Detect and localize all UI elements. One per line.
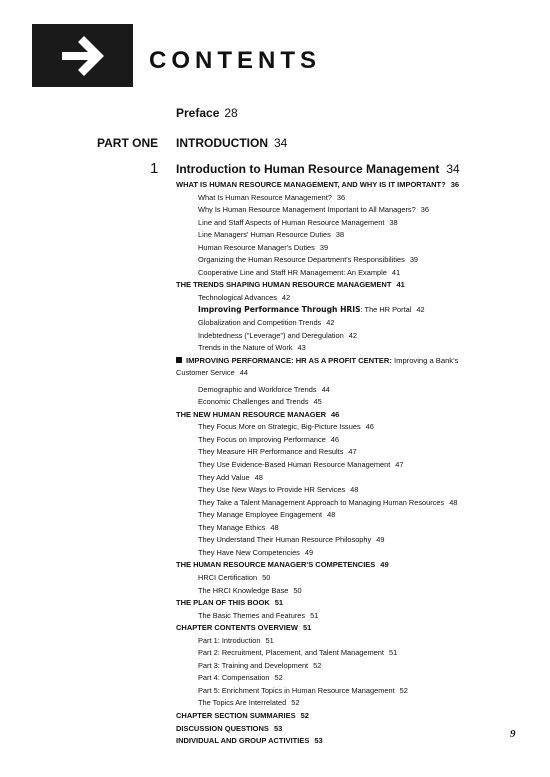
entry-text: DISCUSSION QUESTIONS	[176, 723, 269, 733]
entry-text: They Manage Employee Engagement	[198, 510, 323, 520]
entry-text: Organizing the Human Resource Department's Responsibilities	[198, 255, 405, 265]
toc-subsection	[0, 497, 550, 510]
page-number: 46	[331, 409, 340, 419]
page-number: 51	[302, 623, 312, 633]
page-number: 50	[293, 585, 302, 595]
toc-list	[0, 179, 550, 748]
entry-text: They Understand Their Human Resource Philosophy	[198, 535, 372, 545]
page-number: 41	[396, 280, 405, 290]
toc-feature-continued	[0, 367, 550, 380]
page-number: 52	[291, 698, 300, 708]
page-number: 48	[350, 485, 359, 495]
toc-subsection	[0, 396, 550, 409]
entry-text: Part 4: Compensation	[198, 673, 270, 683]
square-bullet-icon	[176, 357, 182, 363]
page-number: 36	[420, 205, 429, 215]
toc-subsection	[0, 342, 550, 355]
page-number: 46	[330, 434, 339, 444]
toc-section	[0, 279, 550, 292]
page-number: 44	[239, 368, 248, 378]
entry-text: They Focus More on Strategic, Big-Picture Issues	[198, 422, 361, 432]
page-number: 52	[399, 685, 408, 695]
entry-text: They Have New Competencies	[198, 547, 300, 557]
page-number: 52	[300, 710, 309, 720]
page-number: 47	[348, 447, 357, 457]
page-number: 34	[274, 136, 288, 150]
entry-text: Cooperative Line and Staff HR Management: An Example	[198, 267, 387, 277]
page-number: 42	[348, 330, 358, 340]
page-number: 53	[273, 723, 283, 733]
page-number: 47	[395, 460, 404, 470]
part-label: PART ONE	[97, 136, 159, 150]
page-number: 34	[446, 162, 460, 176]
entry-text: : The HR Portal	[360, 305, 412, 315]
chapter-number: 1	[150, 160, 159, 177]
entry-text: Economic Challenges and Trends	[198, 397, 309, 407]
toc-section	[0, 622, 550, 635]
arrow-right-icon	[60, 36, 106, 76]
preface-entry	[176, 106, 238, 120]
toc-subsection	[0, 229, 550, 242]
page-title: CONTENTS	[149, 47, 321, 74]
page-number: 49	[380, 560, 389, 570]
entry-text: Trends in the Nature of Work	[198, 343, 293, 353]
entry-text: Demographic and Workforce Trends	[198, 384, 317, 394]
page-number: 46	[365, 422, 374, 432]
part-title-text: INTRODUCTION	[176, 136, 268, 150]
entry-text: Why Is Human Resource Management Important to All Managers?	[198, 205, 416, 215]
entry-text: They Use New Ways to Provide HR Services	[198, 485, 346, 495]
page-number: 36	[336, 192, 346, 202]
entry-text: They Add Value	[198, 472, 250, 482]
entry-text: INDIVIDUAL AND GROUP ACTIVITIES	[176, 736, 310, 746]
page-number: 50	[262, 572, 271, 582]
page-number: 44	[321, 384, 330, 394]
page-number: 48	[270, 522, 279, 532]
entry-text: IMPROVING PERFORMANCE: HR AS A PROFIT CENTER:	[186, 355, 392, 365]
page-number: 51	[310, 610, 319, 620]
toc-subsection	[0, 459, 550, 472]
page-number: 38	[335, 230, 345, 240]
toc-feature	[0, 355, 550, 368]
hris-feature-label: Improving Performance Through HRIS	[198, 305, 361, 315]
toc-subsection	[0, 660, 550, 673]
entry-text: The Topics Are Interrelated	[198, 698, 287, 708]
toc-subsection	[0, 217, 550, 230]
toc-subsection	[0, 472, 550, 485]
page-number: 39	[409, 255, 419, 265]
entry-text: Indebtedness ("Leverage") and Deregulation	[198, 330, 344, 340]
toc-subsection	[0, 267, 550, 280]
part-title	[176, 136, 287, 150]
page-number: 48	[254, 472, 263, 482]
page-number: 39	[319, 242, 329, 252]
toc-section	[0, 735, 550, 748]
chapter-title	[176, 162, 460, 176]
toc-subsection	[0, 572, 550, 585]
entry-text: Technological Advances	[198, 292, 277, 302]
toc-section	[0, 559, 550, 572]
toc-section	[0, 409, 550, 422]
page-number: 42	[326, 318, 335, 328]
entry-text: THE NEW HUMAN RESOURCE MANAGER	[176, 409, 326, 419]
entry-text: HRCI Certification	[198, 572, 258, 582]
toc-subsection	[0, 484, 550, 497]
toc-subsection	[0, 547, 550, 560]
toc-subsection	[0, 697, 550, 710]
page-number: 38	[389, 217, 398, 227]
entry-text: Part 1: Introduction	[198, 635, 261, 645]
page-number: 52	[274, 673, 283, 683]
toc-subsection	[0, 534, 550, 547]
toc-subsection	[0, 304, 550, 317]
entry-text: They Manage Ethics	[198, 522, 266, 532]
entry-text: THE TRENDS SHAPING HUMAN RESOURCE MANAGEMENT	[176, 280, 392, 290]
page-number: 42	[281, 292, 291, 302]
page-number: 45	[313, 397, 322, 407]
entry-text: Part 2: Recruitment, Placement, and Talent Management	[198, 648, 384, 658]
entry-text: They Focus on Improving Performance	[198, 434, 326, 444]
entry-text: Customer Service	[176, 368, 235, 378]
toc-subsection	[0, 204, 550, 217]
toc-subsection	[0, 292, 550, 305]
toc-section	[0, 179, 550, 192]
toc-subsection	[0, 317, 550, 330]
page-number: 36	[450, 180, 460, 189]
toc-section	[0, 710, 550, 723]
page-number: 51	[265, 635, 274, 645]
toc-subsection	[0, 242, 550, 255]
page-number: 48	[449, 497, 458, 507]
toc-subsection	[0, 522, 550, 535]
page-number: 48	[327, 510, 336, 520]
page-number: 51	[274, 598, 284, 608]
entry-text: Part 3: Training and Development	[198, 660, 309, 670]
entry-text: Line and Staff Aspects of Human Resource Management	[198, 217, 385, 227]
toc-subsection	[0, 192, 550, 205]
page-number: 49	[304, 547, 314, 557]
toc-subsection	[0, 672, 550, 685]
entry-text: Part 5: Enrichment Topics in Human Resource Management	[198, 685, 395, 695]
toc-subsection	[0, 254, 550, 267]
entry-text: They Take a Talent Management Approach to Managing Human Resources	[198, 497, 445, 507]
toc-subsection	[0, 509, 550, 522]
toc-subsection	[0, 685, 550, 698]
entry-text: The HRCI Knowledge Base	[198, 585, 289, 595]
contents-logo-box	[32, 24, 133, 87]
chapter-title-text: Introduction to Human Resource Management	[176, 162, 440, 176]
entry-text: WHAT IS HUMAN RESOURCE MANAGEMENT, AND WHY IS IT IMPORTANT?	[176, 180, 446, 189]
entry-text: The Basic Themes and Features	[198, 610, 306, 620]
toc-subsection	[0, 647, 550, 660]
toc-subsection	[0, 635, 550, 648]
page-folio: 9	[510, 728, 516, 740]
entry-text: THE HUMAN RESOURCE MANAGER'S COMPETENCIES	[176, 560, 376, 570]
entry-text: What Is Human Resource Management?	[198, 192, 332, 202]
page-number: 42	[416, 305, 425, 315]
entry-text: CHAPTER SECTION SUMMARIES	[176, 710, 296, 720]
toc-subsection	[0, 330, 550, 343]
entry-text: CHAPTER CONTENTS OVERVIEW	[176, 623, 298, 633]
entry-text: Improving a Bank's	[394, 355, 459, 365]
entry-text: They Use Evidence-Based Human Resource Management	[198, 460, 391, 470]
toc-section	[0, 723, 550, 736]
toc-subsection	[0, 610, 550, 623]
page-number: 52	[313, 660, 322, 670]
page-number: 49	[376, 535, 385, 545]
entry-text: Human Resource Manager's Duties	[198, 242, 315, 252]
entry-text: Globalization and Competition Trends	[198, 318, 322, 328]
page-number: 53	[314, 736, 323, 746]
page-number: 51	[388, 648, 398, 658]
toc-subsection	[0, 421, 550, 434]
page-number: 43	[297, 343, 306, 353]
entry-text: They Measure HR Performance and Results	[198, 447, 344, 457]
toc-subsection	[0, 384, 550, 397]
page-number: 28	[224, 106, 238, 120]
toc-subsection	[0, 434, 550, 447]
toc-section	[0, 597, 550, 610]
preface-label: Preface	[176, 106, 220, 120]
entry-text: THE PLAN OF THIS BOOK	[176, 598, 270, 608]
toc-subsection	[0, 585, 550, 598]
toc-subsection	[0, 446, 550, 459]
entry-text: Line Managers' Human Resource Duties	[198, 230, 331, 240]
page-number: 41	[391, 267, 401, 277]
